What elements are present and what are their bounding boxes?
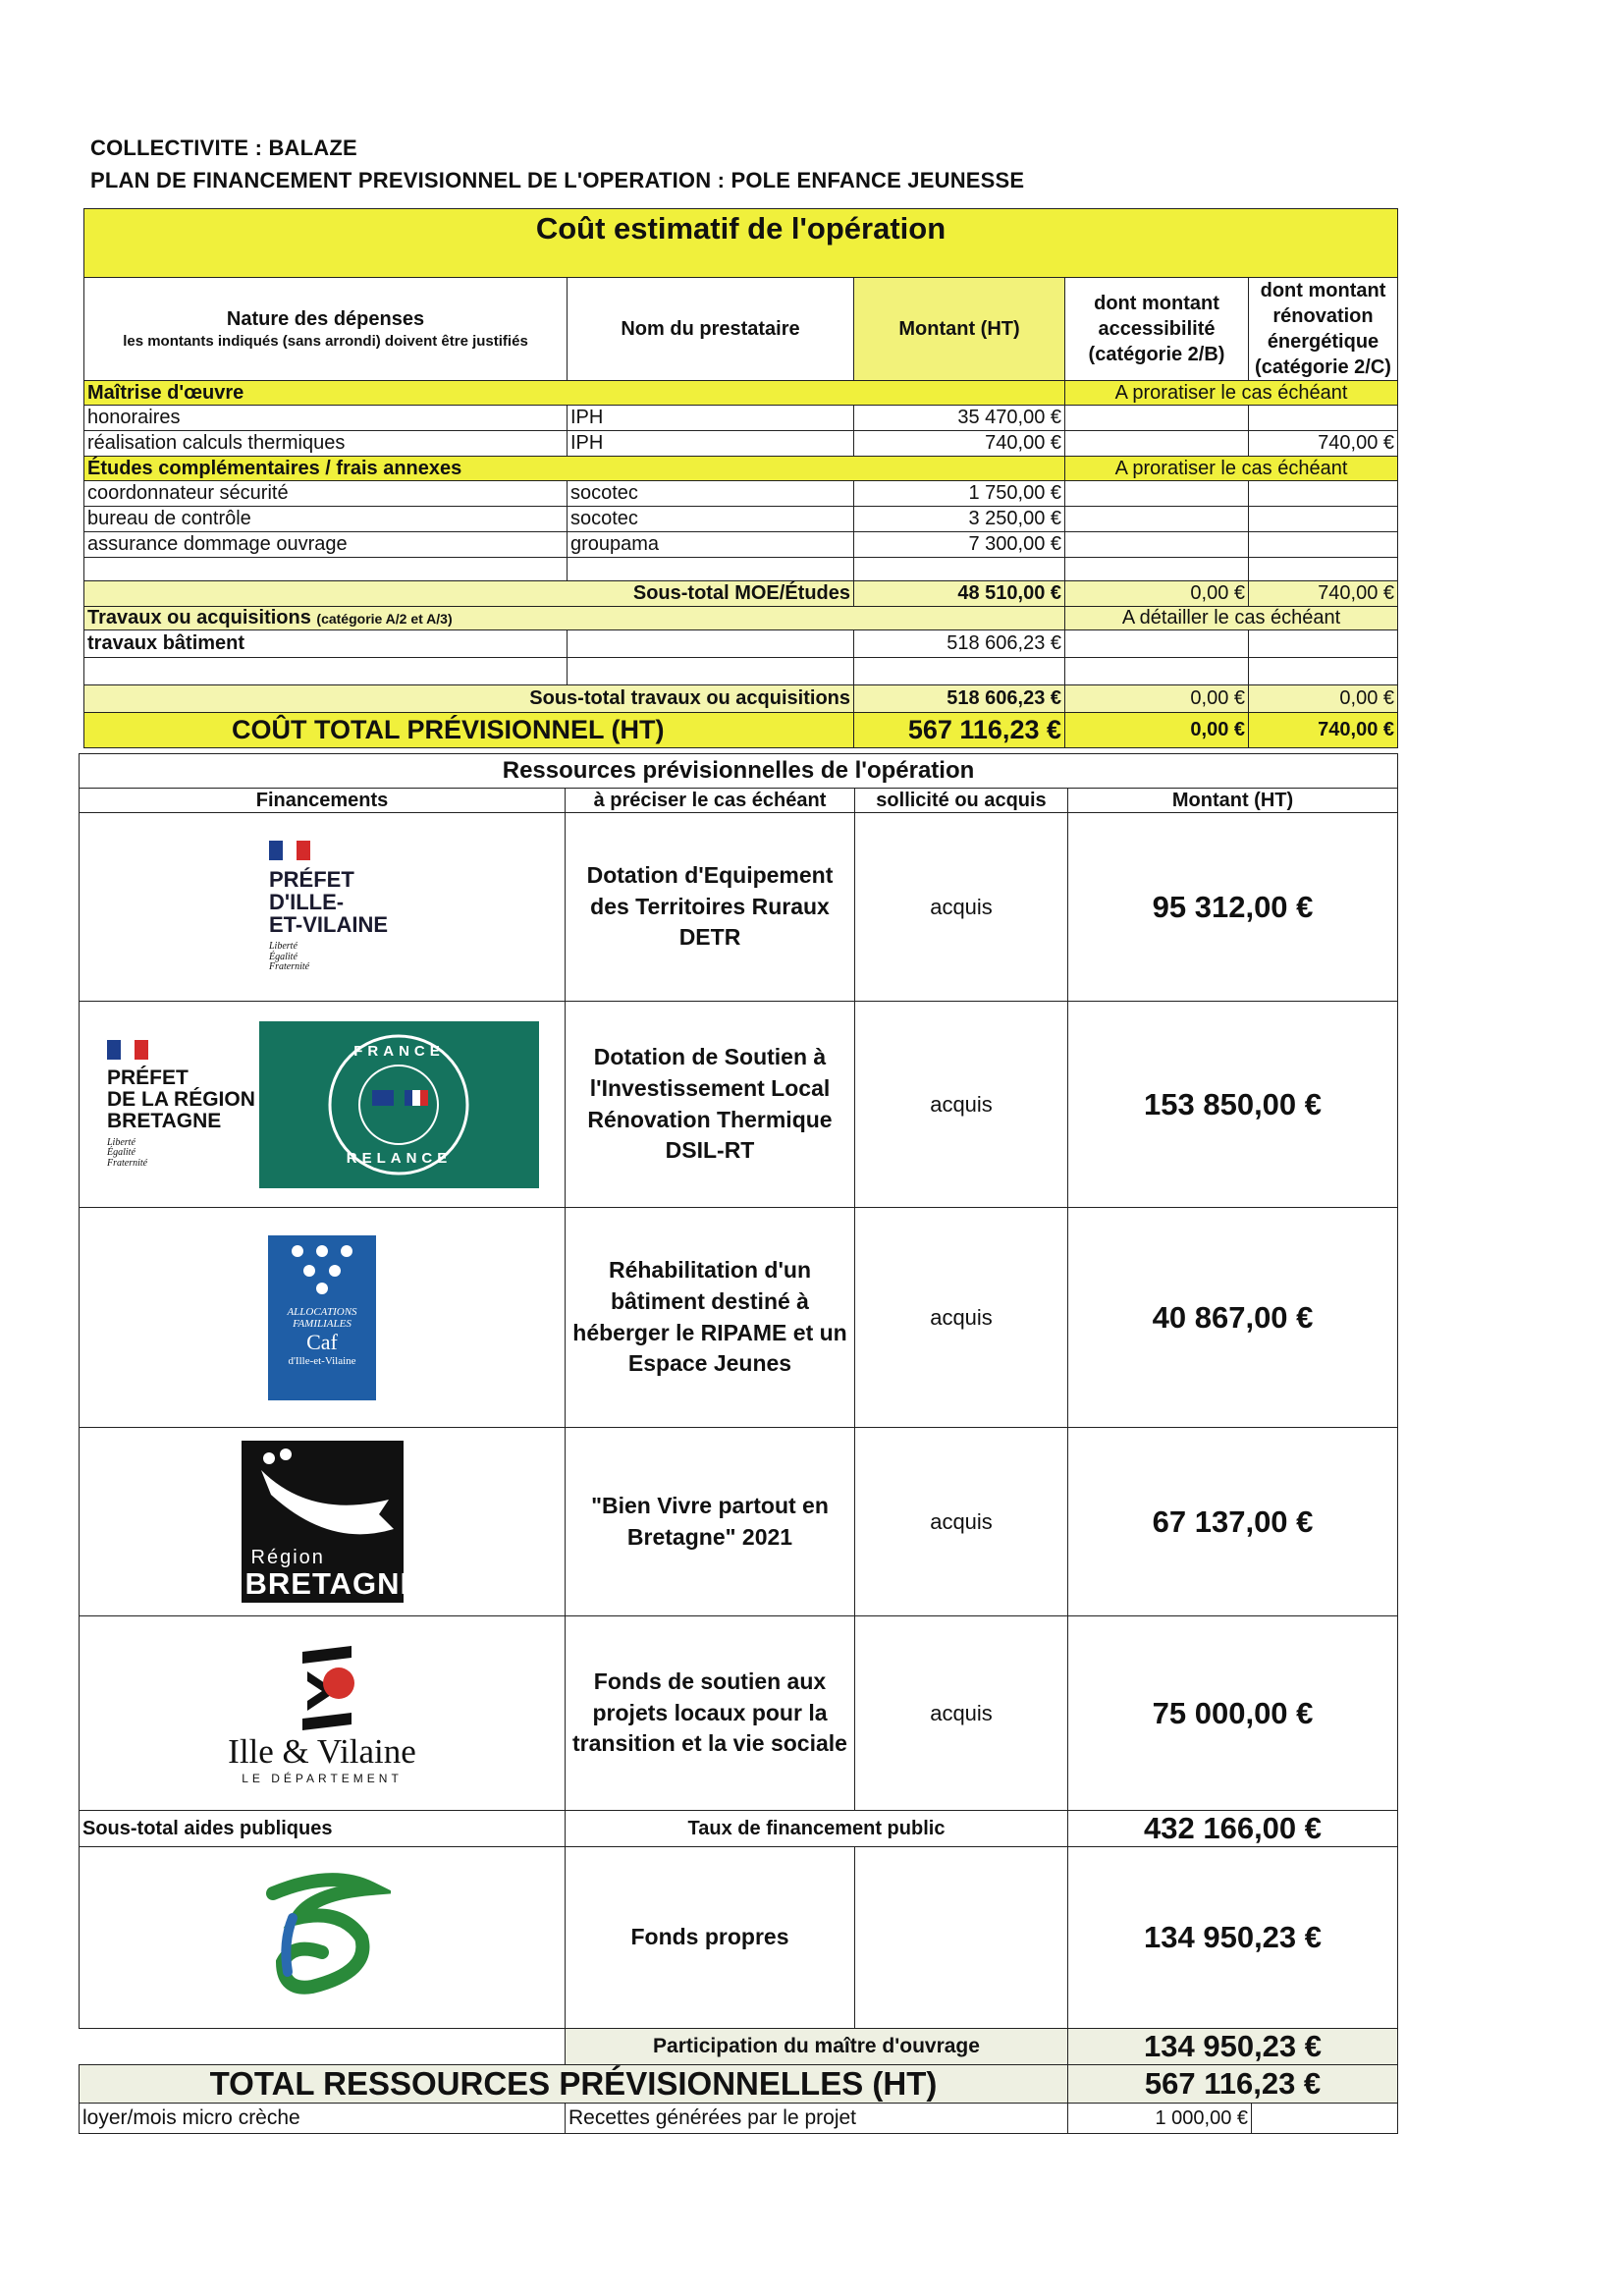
row-calculs-renov: 740,00 € xyxy=(1249,431,1398,457)
col-nature: Nature des dépenses les montants indiqués (sans arrondi) doivent être justifiés xyxy=(84,278,568,381)
subtotal-travaux: 518 606,23 € xyxy=(854,685,1065,713)
total-cost-label: COÛT TOTAL PRÉVISIONNEL (HT) xyxy=(84,713,854,748)
subtotal-moe-label: Sous-total MOE/Études xyxy=(84,581,854,607)
ermine-icon xyxy=(242,1441,404,1549)
subtotal-travaux-access: 0,00 € xyxy=(1065,685,1249,713)
funding-amount-dsil: 153 850,00 € xyxy=(1068,1002,1398,1208)
row-bureau-label: bureau de contrôle xyxy=(84,507,568,532)
funding-desc-region: "Bien Vivre partout en Bretagne" 2021 xyxy=(566,1428,855,1616)
funding-amount-region: 67 137,00 € xyxy=(1068,1428,1398,1616)
funding-status-region: acquis xyxy=(855,1428,1068,1616)
section-etudes: Études complémentaires / frais annexes xyxy=(84,457,1065,481)
row-bureau-montant: 3 250,00 € xyxy=(854,507,1065,532)
subtotal-aides: 432 166,00 € xyxy=(1068,1811,1398,1847)
subtotal-moe-renov: 740,00 € xyxy=(1249,581,1398,607)
logo-balaze xyxy=(80,1847,566,2029)
subtotal-moe: 48 510,00 € xyxy=(854,581,1065,607)
logo-ille-et-vilaine: Ille & Vilaine LE DÉPARTEMENT xyxy=(80,1616,566,1811)
row-travaux-label: travaux bâtiment xyxy=(84,630,568,658)
logo-prefet-ille-et-vilaine: PRÉFET D'ILLE- ET-VILAINE Liberté Égalité Fraternité xyxy=(80,813,566,1002)
total-ressources-label: TOTAL RESSOURCES PRÉVISIONNELLES (HT) xyxy=(80,2065,1068,2104)
collectivite-title: COLLECTIVITE : BALAZE xyxy=(90,136,357,160)
detailler-note: A détailler le cas échéant xyxy=(1065,607,1398,630)
resources-table xyxy=(79,753,1398,2134)
row-calculs-presta: IPH xyxy=(568,431,854,457)
cost-title: Coût estimatif de l'opération xyxy=(84,209,1398,278)
funding-status-caf: acquis xyxy=(855,1208,1068,1428)
fonds-propres-label: Fonds propres xyxy=(566,1847,855,2029)
funding-desc-dsil: Dotation de Soutien à l'Investissement Local Rénovation Thermique DSIL-RT xyxy=(566,1002,855,1208)
marianne-icon xyxy=(269,841,310,860)
row-coord-presta: socotec xyxy=(568,481,854,507)
france-relance-logo: FRANCE RELANCE xyxy=(259,1021,539,1188)
row-honoraires-montant: 35 470,00 € xyxy=(854,406,1065,431)
row-coord-label: coordonnateur sécurité xyxy=(84,481,568,507)
funding-amount-caf: 40 867,00 € xyxy=(1068,1208,1398,1428)
funding-status-detr: acquis xyxy=(855,813,1068,1002)
row-honoraires-label: honoraires xyxy=(84,406,568,431)
plan-title: PLAN DE FINANCEMENT PREVISIONNEL DE L'OPERATION : POLE ENFANCE JEUNESSE xyxy=(90,168,1025,192)
participation-amount: 134 950,23 € xyxy=(1068,2029,1398,2065)
ille-et-vilaine-emblem-icon xyxy=(278,1642,366,1730)
col-preciser: à préciser le cas échéant xyxy=(566,789,855,813)
fonds-propres-amount: 134 950,23 € xyxy=(1068,1847,1398,2029)
balaze-logo-icon xyxy=(253,1864,391,2011)
subtotal-moe-access: 0,00 € xyxy=(1065,581,1249,607)
proratiser-note: A proratiser le cas échéant xyxy=(1065,381,1398,406)
subtotal-travaux-renov: 0,00 € xyxy=(1249,685,1398,713)
subtotal-travaux-label: Sous-total travaux ou acquisitions xyxy=(84,685,854,713)
col-accessibilite: dont montant accessibilité (catégorie 2/B) xyxy=(1065,278,1249,381)
family-icon xyxy=(278,1241,366,1300)
col-sollicite: sollicité ou acquis xyxy=(855,789,1068,813)
row-assurance-presta: groupama xyxy=(568,532,854,558)
total-cost-renov: 740,00 € xyxy=(1249,713,1398,748)
marianne-icon xyxy=(107,1040,148,1060)
funding-status-dsil: acquis xyxy=(855,1002,1068,1208)
funding-desc-caf: Réhabilitation d'un bâtiment destiné à héberger le RIPAME et un Espace Jeunes xyxy=(566,1208,855,1428)
col-montant: Montant (HT) xyxy=(854,278,1065,381)
funding-status-departement: acquis xyxy=(855,1616,1068,1811)
section-moe: Maîtrise d'œuvre xyxy=(84,381,1065,406)
subtotal-aides-label: Sous-total aides publiques xyxy=(80,1811,566,1847)
row-bureau-presta: socotec xyxy=(568,507,854,532)
recettes-label: Recettes générées par le projet xyxy=(566,2104,1068,2134)
logo-prefet-region-bretagne: PRÉFET DE LA RÉGION BRETAGNE Liberté Égalité Fraternité FRANCE RELANCE xyxy=(80,1002,566,1208)
row-assurance-montant: 7 300,00 € xyxy=(854,532,1065,558)
funding-amount-departement: 75 000,00 € xyxy=(1068,1616,1398,1811)
col-montant-ht: Montant (HT) xyxy=(1068,789,1398,813)
loyer-cell xyxy=(1068,2104,1398,2134)
col-financements: Financements xyxy=(80,789,566,813)
loyer-label: loyer/mois micro crèche xyxy=(80,2104,566,2134)
funding-amount-detr: 95 312,00 € xyxy=(1068,813,1398,1002)
total-ressources: 567 116,23 € xyxy=(1068,2065,1398,2104)
funding-desc-departement: Fonds de soutien aux projets locaux pour la transition et la vie sociale xyxy=(566,1616,855,1811)
row-calculs-montant: 740,00 € xyxy=(854,431,1065,457)
funding-desc-detr: Dotation d'Equipement des Territoires Ruraux DETR xyxy=(566,813,855,1002)
col-prestataire: Nom du prestataire xyxy=(568,278,854,381)
logo-caf: ALLOCATIONS FAMILIALES Caf d'Ille-et-Vilaine xyxy=(80,1208,566,1428)
loyer-amount: 1 000,00 € xyxy=(1068,2104,1252,2133)
row-calculs-label: réalisation calculs thermiques xyxy=(84,431,568,457)
participation-label: Participation du maître d'ouvrage xyxy=(566,2029,1068,2065)
taux-financement-label: Taux de financement public xyxy=(566,1811,1068,1847)
total-cost-access: 0,00 € xyxy=(1065,713,1249,748)
row-assurance-label: assurance dommage ouvrage xyxy=(84,532,568,558)
total-cost: 567 116,23 € xyxy=(854,713,1065,748)
resources-title: Ressources prévisionnelles de l'opération xyxy=(80,754,1398,789)
col-renovation: dont montant rénovation énergétique (catégorie 2/C) xyxy=(1249,278,1398,381)
row-honoraires-presta: IPH xyxy=(568,406,854,431)
cost-table xyxy=(83,208,1398,748)
logo-region-bretagne: Région BRETAGNE xyxy=(80,1428,566,1616)
proratiser-note-2: A proratiser le cas échéant xyxy=(1065,457,1398,481)
section-travaux: Travaux ou acquisitions (catégorie A/2 et A/3) xyxy=(84,607,1065,630)
row-travaux-montant: 518 606,23 € xyxy=(854,630,1065,658)
row-coord-montant: 1 750,00 € xyxy=(854,481,1065,507)
